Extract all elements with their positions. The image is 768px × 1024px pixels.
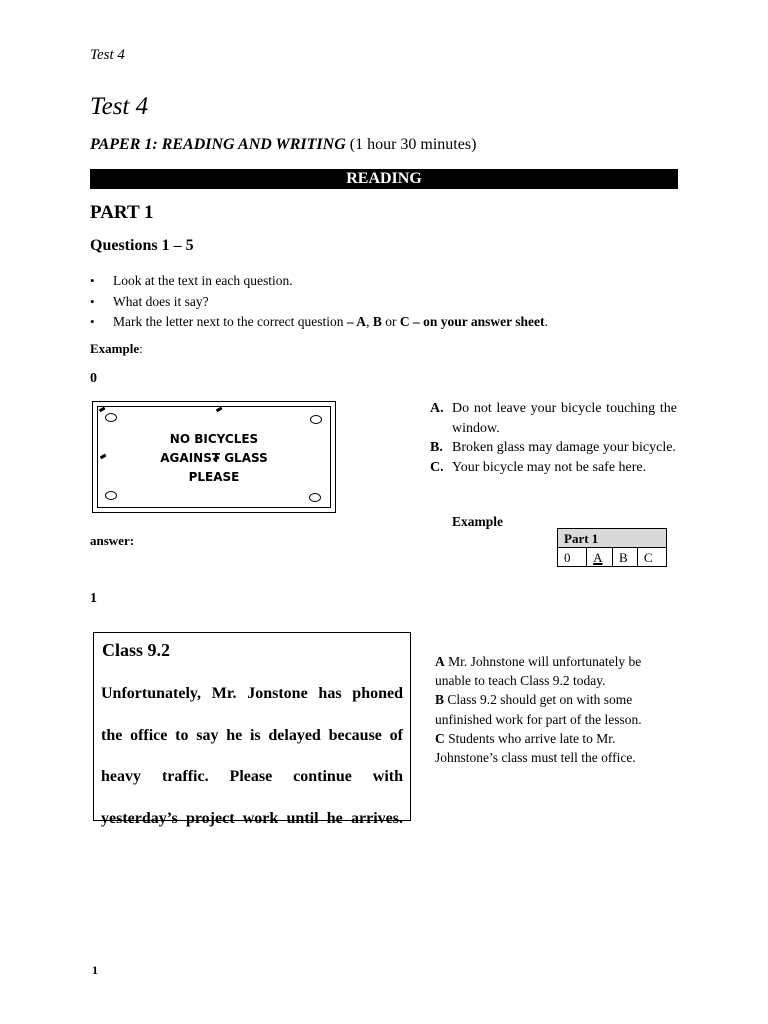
instruction-bold: C: [399, 314, 410, 329]
option-letter: C: [435, 730, 445, 746]
notice-body: [101, 673, 403, 839]
answer-grid-cell-a: A: [587, 548, 613, 567]
instruction-text: Look at the text in each question.: [113, 273, 293, 288]
part-title: PART 1: [90, 202, 154, 223]
option-letter: C.: [430, 459, 444, 475]
example-label: [90, 341, 143, 357]
paper-heading: [90, 136, 476, 154]
option-text: Students who arrive late to Mr. Johnstone’s class must tell the office.: [435, 730, 636, 766]
sign-line: NO BICYCLES: [169, 432, 259, 446]
answer-label: answer:: [90, 533, 135, 548]
answer-grid: [557, 528, 667, 567]
option-letter: B: [435, 692, 445, 708]
running-head: Test 4: [90, 47, 125, 63]
instruction-text: What does it say?: [113, 293, 209, 309]
screw-icon: [309, 493, 321, 502]
question-number: 1: [90, 591, 97, 606]
notice-line: Unfortunately, Mr. Jonstone has phoned: [101, 685, 403, 702]
instruction-bold: B: [372, 314, 382, 329]
option-letter: B.: [430, 440, 443, 455]
instruction-text: .: [544, 314, 548, 329]
q1-option-c: [435, 729, 675, 767]
notice-line: heavy traffic. Please continue with: [101, 768, 403, 785]
instruction-item: [90, 312, 548, 333]
option-text: Mr. Johnstone will unfortunately be unable to teach Class 9.2 today.: [435, 654, 642, 689]
screw-icon: [105, 413, 117, 422]
test-title: Test 4: [90, 93, 149, 120]
instruction-bold: – on your answer sheet: [409, 314, 545, 329]
q1-option-a: [435, 652, 675, 690]
example-options: [430, 399, 677, 477]
screw-icon: [105, 491, 117, 500]
instruction-bold: – A: [346, 314, 367, 329]
instruction-text: ,: [366, 314, 373, 329]
paper-name: PAPER 1: READING AND WRITING: [90, 136, 346, 153]
option-text: Do not leave your bicycle touching the window.: [452, 401, 677, 436]
option-letter: A: [435, 654, 445, 669]
instruction-text: Mark the letter next to the correct question: [113, 314, 347, 329]
sign-line: AGAINST GLASS: [160, 451, 268, 465]
q1-option-b: [435, 690, 675, 728]
sign-text: [120, 430, 308, 487]
paper-duration: (1 hour 30 minutes): [349, 136, 477, 153]
question1-options: [435, 652, 675, 767]
section-bar-reading: READING: [90, 169, 678, 189]
option-c: [430, 458, 677, 478]
example-label-text: Example: [90, 341, 140, 356]
questions-range: Questions 1 – 5: [90, 237, 194, 254]
example-label-colon: :: [139, 341, 143, 356]
answer-grid-number: 0: [558, 548, 587, 567]
option-b: [430, 438, 677, 458]
option-letter: A.: [430, 401, 444, 416]
answer-grid-header: Part 1: [558, 529, 667, 548]
option-a: [430, 399, 677, 438]
option-text: Class 9.2 should get on with some unfinished work for part of the lesson.: [435, 692, 642, 727]
page-number: 1: [92, 963, 98, 977]
example-sub-label: Example: [452, 514, 504, 529]
instruction-item: [90, 292, 548, 313]
instruction-item: [90, 271, 548, 292]
option-text: Broken glass may damage your bicycle.: [452, 440, 676, 455]
answer-grid-cell-c: C: [637, 548, 666, 567]
notice-line: the office to say he is delayed because of: [101, 726, 403, 744]
instructions-list: [90, 271, 548, 333]
notice-title: Class 9.2: [102, 640, 171, 660]
sign-line: PLEASE: [188, 470, 240, 484]
answer-grid-cell-b: B: [613, 548, 638, 567]
option-text: Your bicycle may not be safe here.: [452, 459, 647, 475]
instruction-text: or: [381, 314, 400, 329]
screw-icon: [310, 415, 322, 424]
notice-line: yesterday’s project work until he arrives.: [101, 809, 403, 827]
example-number: 0: [90, 371, 97, 386]
